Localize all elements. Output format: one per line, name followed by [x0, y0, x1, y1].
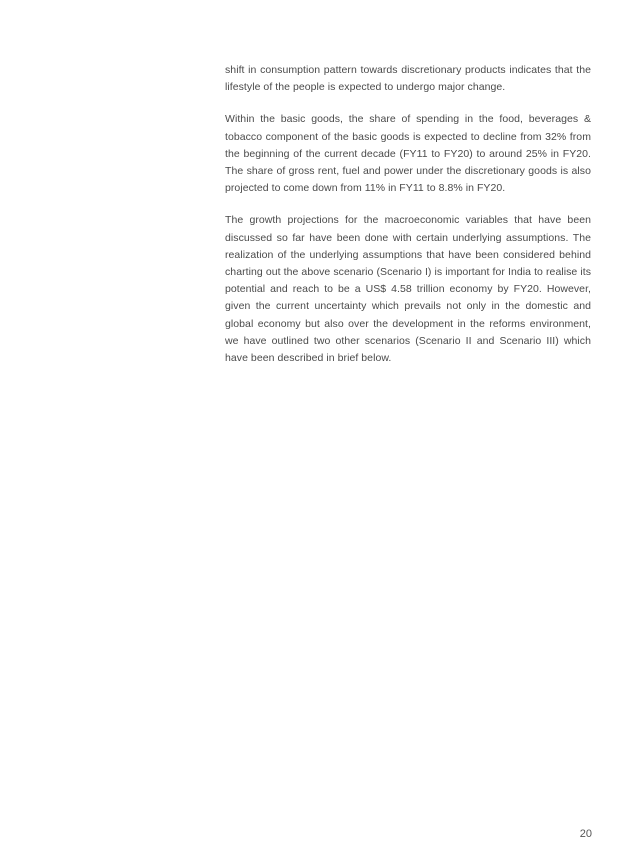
page-number: 20: [579, 828, 592, 840]
paragraph-basic-goods: Within the basic goods, the share of spending in the food, beverages & tobacco component of the basic goods is expected to decline from 32% from the beginning of the current decade (FY11 to FY20) to around 25% in FY20. The share of gross rent, fuel and power under the discretionary goods is also projected to come down from 11% in FY11 to 8.8% in FY20.: [225, 113, 591, 195]
paragraph-growth-projections: The growth projections for the macroeconomic variables that have been discussed so far have been done with certain underlying assumptions. The realization of the underlying assumptions that have been considered behind charting out the above scenario (Scenario I) is important for India to realise its potential and reach to be a US$ 4.58 trillion economy by FY20. However, given the current uncertainty which prevails not only in the domestic and global economy but also over the development in the reforms environment, we have outlined two other scenarios (Scenario II and Scenario III) which have been described in brief below.: [225, 214, 591, 365]
paragraph-consumption-shift: shift in consumption pattern towards discretionary products indicates that the lifestyle of the people is expected to undergo major change.: [225, 64, 591, 94]
body-text: [225, 62, 591, 382]
